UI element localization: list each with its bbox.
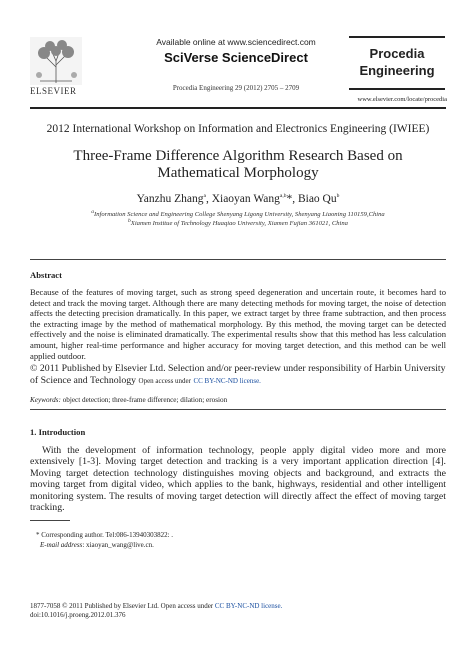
header-rule <box>30 107 446 109</box>
copyright-license-link[interactable]: CC BY-NC-ND license. <box>193 376 261 385</box>
affiliation-b-sup: b <box>128 217 131 224</box>
author-2: , Xiaoyan Wang <box>205 193 280 205</box>
footnote-rule <box>30 520 70 521</box>
available-online-text: Available online at www.sciencedirect.com <box>156 37 316 47</box>
keywords-bottom-rule <box>30 409 446 410</box>
conference-name: 2012 International Workshop on Information and Electronics Engineering (IWIEE) <box>46 123 430 135</box>
author-3: *, Biao Qu <box>286 193 337 205</box>
issn-line <box>30 602 446 610</box>
affiliation-a-sup: a <box>91 208 95 215</box>
keywords-label: Keywords: <box>30 396 61 404</box>
open-access-text: Open access under <box>138 376 191 385</box>
author-2-sup: a,b <box>279 193 287 200</box>
paper-title-line2: Mathematical Morphology <box>157 165 319 181</box>
affiliation-a-text: Information Science and Engineering College Shenyang Ligong University, Shenyang Liaoning 110159,China <box>94 211 385 218</box>
issn-text: 1877-7058 © 2011 Published by Elsevier Ltd. Open access under <box>30 602 214 610</box>
footer-license-link[interactable]: CC BY-NC-ND license. <box>214 602 283 610</box>
affiliation-a <box>24 208 452 218</box>
brand-text: SciVerse ScienceDirect <box>164 50 308 65</box>
corresponding-author: * Corresponding author. Tel:086-13940303822: . <box>36 531 174 539</box>
affiliation-b-text: Xiamen Institue of Technology Huaqiao University, Xiamen Fujian 361021, China <box>130 220 348 227</box>
keywords-value: object detection; three-frame difference; dilation; erosion <box>62 396 228 404</box>
copyright-text: © 2011 Published by Elsevier Ltd. Selection and/or peer-review under responsibility of Harbin University of Science and Technology <box>30 363 446 386</box>
citation-line: Procedia Engineering 29 (2012) 2705 – 2709 <box>172 84 300 92</box>
doi-line[interactable]: doi:10.1016/j.proeng.2012.01.376 <box>30 611 126 619</box>
abstract-top-rule <box>30 259 446 260</box>
intro-body: With the development of information technology, people apply digital video more and more extensively [1-3]. Moving target detection and tracking is a very important application direction [4]. Moving target detection technology distinguishes moving objects and background, and extracts the moving target from digital video, which applies to the bank, highways, residential and other intelligent monitoring system. The results of moving target detection will directly affect the effect of moving target tracking. <box>30 445 446 514</box>
intro-heading: 1. Introduction <box>30 427 86 437</box>
sciencedirect-brand <box>130 50 342 65</box>
author-list <box>24 193 452 205</box>
email-line <box>40 541 154 549</box>
journal-name-line2: Engineering <box>359 63 435 78</box>
journal-url[interactable]: www.elsevier.com/locate/procedia <box>357 96 447 103</box>
abstract-heading: Abstract <box>30 270 62 280</box>
journal-name-line1: Procedia <box>369 46 425 61</box>
publisher-name: ELSEVIER <box>30 86 77 96</box>
affiliation-b <box>24 217 452 227</box>
elsevier-logo <box>28 35 86 97</box>
author-1: Yanzhu Zhang <box>136 193 204 205</box>
journal-box <box>349 36 445 90</box>
author-1-sup: a <box>203 193 206 200</box>
keywords-line <box>30 396 446 404</box>
author-3-sup: b <box>336 193 340 200</box>
paper-title-line1: Three-Frame Difference Algorithm Research Based on <box>73 148 403 164</box>
copyright-block <box>30 363 446 387</box>
elsevier-tree-icon <box>30 37 82 85</box>
email-label: E-mail address <box>40 541 83 549</box>
email-address[interactable]: : xiaoyan_wang@live.cn. <box>82 541 154 549</box>
abstract-body: Because of the features of moving target, such as strong speed degeneration and uncertain route, it becomes hard to detect and track the moving target. Although there are many detecting methods for moving target, the noise of detection affects the detecting precision dramatically. In this paper, we extract target by three frame subtraction, and then process the extracting image by the method of mathematical morphology. By this method, the moving target can be detected effectively and the noise is eliminated dramatically. The experimental results show that this method has less calculation amount, higher real-time performance and higher accuracy for moving target detection, and this method can be well applied outdoor. <box>30 287 446 361</box>
